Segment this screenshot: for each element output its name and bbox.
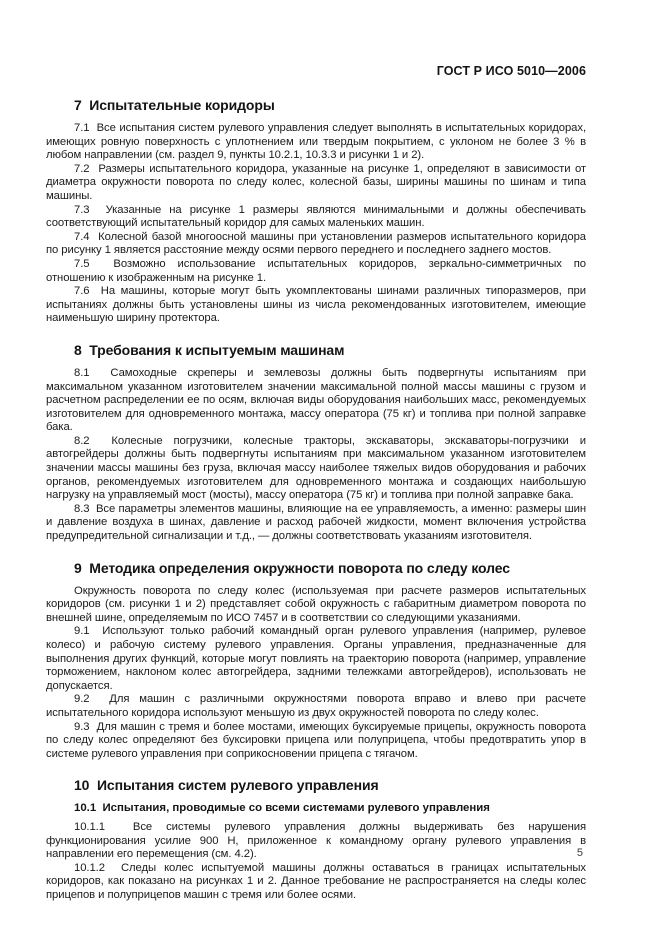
paragraph: 7.4 Колесной базой многоосной машины при установлении размеров испытательного коридора по рисунку 1 является расстояние между осями первого переднего и последнего заднего мостов.: [46, 230, 586, 257]
paragraph: 7.1 Все испытания систем рулевого управления следует выполнять в испытательных коридорах, имеющих ровную поверхность с уплотнением или твердым покрытием, с уклоном не более 3 % в любом направлении (см. раздел 9, пункты 10.2.1, 10.3.3 и рисунки 1 и 2).: [46, 122, 586, 162]
paragraph: 7.3 Указанные на рисунке 1 размеры являются минимальными и должны обеспечивать соответствующий испытательный коридор для самых маленьких машин.: [46, 203, 586, 230]
paragraph: 8.2 Колесные погрузчики, колесные тракторы, экскаваторы, экскаваторы-погрузчики и автогрейдеры должны быть подвергнуты испытаниям при максимальном указанном изготовителем значении массы машины без груза, включая массу наиболее тяжелых видов оборудования и рабочих органов, рекомендуемых изготовителем для одновременного монтажа и создающих наибольшую нагрузку на управляемый мост (мосты), массу оператора (75 кг) и топлива при полной заправке бака.: [46, 434, 586, 502]
paragraph: 7.5 Возможно использование испытательных коридоров, зеркально-симметричных по отношению к изображенным на рисунке 1.: [46, 257, 586, 284]
page-number: 5: [576, 847, 583, 859]
paragraph: 7.2 Размеры испытательного коридора, указанные на рисунке 1, определяют в зависимости от диаметра окружности поворота по следу колес, колесной базы, ширины машины по шинам и типа машины.: [46, 162, 586, 202]
section-heading: 8 Требования к испытуемым машинам: [74, 341, 345, 358]
section-heading: 10 Испытания систем рулевого управления: [74, 777, 379, 794]
paragraph: 7.6 На машины, которые могут быть укомплектованы шинами различных типоразмеров, при испытаниях должны быть установлены шины из числа рекомендованных изготовителем, имеющие наименьшую ширину протектора.: [46, 285, 586, 325]
paragraph: 8.3 Все параметры элементов машины, влияющие на ее управляемость, а именно: размеры шин и давление воздуха в шинах, давление и расход рабочей жидкости, момент включения устройства предупредительной сигнализации и т.д., — должны соответствовать указаниям изготовителя.: [46, 502, 586, 543]
document-body: [46, 98, 586, 903]
standard-code-header: ГОСТ Р ИСО 5010—2006: [436, 64, 586, 78]
paragraph: 10.1.1 Все системы рулевого управления должны выдерживать без нарушения функционирования усилие 900 Н, приложенное к командному органу рулевого управления в направлении его перемещения (см. 4.2).: [46, 820, 586, 861]
paragraph: Окружность поворота по следу колес (используемая при расчете размеров испытательных коридоров (см. рисунки 1 и 2) представляет собой окружность с габаритным диаметром поворота по внешней шине, определяемым по ИСО 7457 и в соответствии со следующими указаниями.: [46, 584, 586, 624]
section-heading: 9 Методика определения окружности поворота по следу колес: [74, 559, 510, 576]
section-heading: 7 Испытательные коридоры: [74, 97, 275, 113]
paragraph: 9.2 Для машин с различными окружностями поворота вправо и влево при расчете испытательного коридора используют меньшую из двух окружностей поворота по следу колес.: [46, 693, 586, 719]
paragraph: 9.3 Для машин с тремя и более мостами, имеющих буксируемые прицепы, окружность поворота по следу колес определяют без буксировки прицепа или полуприцепа, чтобы предотвратить упор в системе рулевого управления при соприкосновении прицепа с тягачом.: [46, 720, 586, 760]
subsection-heading: 10.1 Испытания, проводимые со всеми системами рулевого управления: [74, 802, 490, 815]
paragraph: 9.1 Используют только рабочий командный орган рулевого управления (например, рулевое колесо) и рабочую систему рулевого управления. Органы управления, предназначенные для выполнения других функций, которые могут повлиять на траекторию поворота (например, управление торможением, наклоном колес автогрейдера, задними тележками автогрейдеров), использовать не допускается.: [46, 625, 586, 692]
paragraph: 8.1 Самоходные скреперы и землевозы должны быть подвергнуты испытаниям при максимальном указанном изготовителем значении максимальной полной массы машины с грузом и расчетном распределении ее по осям, включая виды оборудования наибольших масс, рекомендуемых изготовителем для одновременного монтажа, массу оператора (75 кг) и топлива при полной заправке бака.: [46, 366, 586, 434]
paragraph: 10.1.2 Следы колес испытуемой машины должны оставаться в границах испытательных коридоров, как показано на рисунках 1 и 2. Данное требование не распространяется на следы колес прицепов и полуприцепов машин с тремя или более осями.: [46, 861, 586, 901]
